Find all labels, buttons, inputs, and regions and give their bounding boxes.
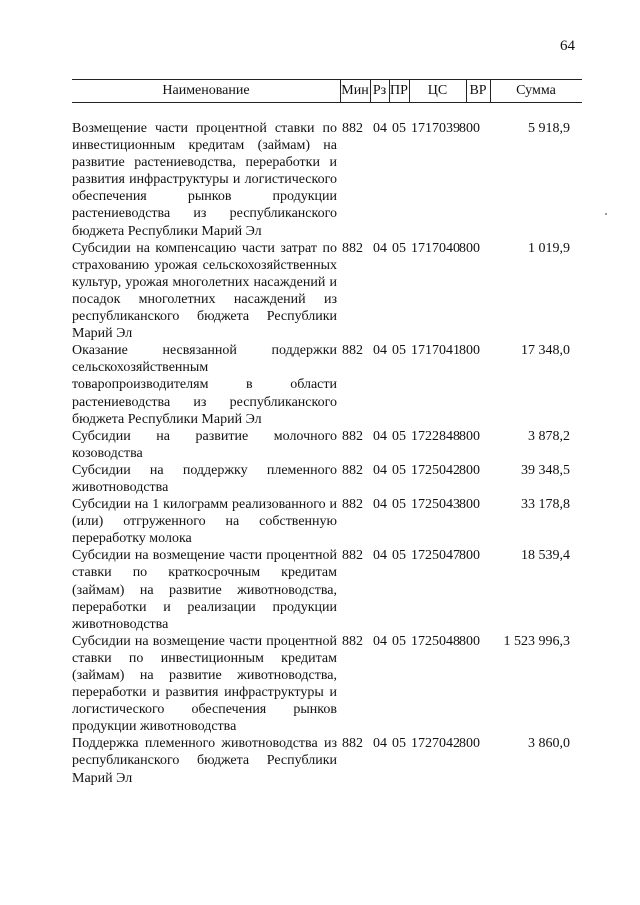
table-row	[72, 547, 582, 632]
row-vr: 800	[459, 428, 480, 444]
row-pr: 05	[392, 736, 406, 752]
table-row	[72, 496, 582, 547]
scan-speck	[605, 213, 607, 215]
row-cs: 1717040	[411, 240, 460, 256]
row-vr: 800	[459, 240, 480, 256]
row-cs: 1725047	[411, 548, 460, 564]
row-vr: 800	[459, 497, 480, 513]
row-name: Субсидии на компенсацию части затрат по страхованию урожая сельскохозяйственных культур, урожая многолетних насаждений и посадок многолетних насаждений из республиканского бюджета Республики Марий Эл	[72, 240, 337, 342]
row-vr: 800	[459, 736, 480, 752]
row-vr: 800	[459, 343, 480, 359]
row-sum: 1 019,9	[528, 240, 570, 256]
row-name: Субсидии на развитие молочного козоводства	[72, 428, 337, 461]
row-rz: 04	[373, 428, 387, 444]
row-pr: 05	[392, 428, 406, 444]
row-rz: 04	[373, 121, 387, 136]
table-row	[72, 240, 582, 343]
row-name: Субсидии на возмещение части процентной ставки по краткосрочным кредитам (займам) на развитие животноводства, переработки и реализации продукции животноводства	[72, 548, 337, 632]
table-row	[72, 462, 582, 496]
row-name: Поддержка племенного животноводства из республиканского бюджета Республики Марий Эл	[72, 736, 337, 786]
row-sum: 18 539,4	[521, 548, 570, 564]
row-pr: 05	[392, 343, 406, 359]
row-name: Оказание несвязанной поддержки сельскохозяйственным товаропроизводителям в области растениеводства из республиканского бюджета Республики Марий Эл	[72, 343, 337, 427]
header-rz: Рз	[372, 83, 387, 98]
header-bottom-rule	[72, 102, 582, 103]
row-vr: 800	[459, 121, 480, 136]
table-row	[72, 428, 582, 462]
row-min: 882	[342, 548, 363, 564]
header-name: Наименование	[162, 83, 250, 98]
row-rz: 04	[373, 736, 387, 752]
row-pr: 05	[392, 462, 406, 478]
budget-table-body	[72, 120, 582, 787]
table-row	[72, 735, 582, 786]
row-cs: 1725048	[411, 633, 460, 649]
row-sum: 39 348,5	[521, 462, 570, 478]
row-pr: 05	[392, 240, 406, 256]
row-pr: 05	[392, 633, 406, 649]
page-number: 64	[560, 38, 575, 54]
table-row	[72, 120, 582, 240]
row-min: 882	[342, 497, 363, 513]
row-pr: 05	[392, 548, 406, 564]
row-min: 882	[342, 736, 363, 752]
table-row	[72, 633, 582, 736]
table-row	[72, 342, 582, 427]
row-sum: 33 178,8	[521, 497, 570, 513]
header-pr: ПР	[390, 83, 408, 98]
row-cs: 1722848	[411, 428, 460, 444]
row-name: Возмещение части процентной ставки по инвестиционным кредитам (займам) на развитие растениеводства, переработки и развития инфраструктуры и логистического обеспечения рынков продукции растениеводства из республиканского бюджета Республики Марий Эл	[72, 121, 337, 239]
row-sum: 17 348,0	[521, 343, 570, 359]
row-vr: 800	[459, 462, 480, 478]
row-min: 882	[342, 633, 363, 649]
row-rz: 04	[373, 633, 387, 649]
row-rz: 04	[373, 548, 387, 564]
row-min: 882	[342, 428, 363, 444]
row-pr: 05	[392, 497, 406, 513]
row-rz: 04	[373, 240, 387, 256]
row-name: Субсидии на возмещение части процентной ставки по инвестиционным кредитам (займам) на развитие животноводства, переработки и развития инфраструктуры и логистического обеспечения рынков продукции животноводства	[72, 633, 337, 735]
row-name: Субсидии на поддержку племенного животноводства	[72, 462, 337, 495]
row-sum: 3 878,2	[528, 428, 570, 444]
row-rz: 04	[373, 497, 387, 513]
header-min: Мин	[341, 83, 369, 98]
row-sum: 1 523 996,3	[503, 633, 570, 649]
row-rz: 04	[373, 462, 387, 478]
row-cs: 1727042	[411, 736, 460, 752]
row-vr: 800	[459, 633, 480, 649]
row-vr: 800	[459, 548, 480, 564]
row-cs: 1717039	[411, 121, 460, 136]
row-min: 882	[342, 462, 363, 478]
row-pr: 05	[392, 121, 406, 136]
row-name: Субсидии на 1 килограмм реализованного и (или) отгруженного на собственную переработку молока	[72, 497, 337, 547]
row-cs: 1717041	[411, 343, 460, 359]
row-sum: 5 918,9	[528, 121, 570, 136]
header-sum: Сумма	[516, 83, 556, 98]
row-cs: 1725042	[411, 462, 460, 478]
header-cs: ЦС	[427, 83, 448, 98]
row-min: 882	[342, 343, 363, 359]
row-rz: 04	[373, 343, 387, 359]
row-min: 882	[342, 240, 363, 256]
row-cs: 1725043	[411, 497, 460, 513]
row-min: 882	[342, 121, 363, 136]
header-vr: ВР	[469, 83, 487, 98]
row-sum: 3 860,0	[528, 736, 570, 752]
